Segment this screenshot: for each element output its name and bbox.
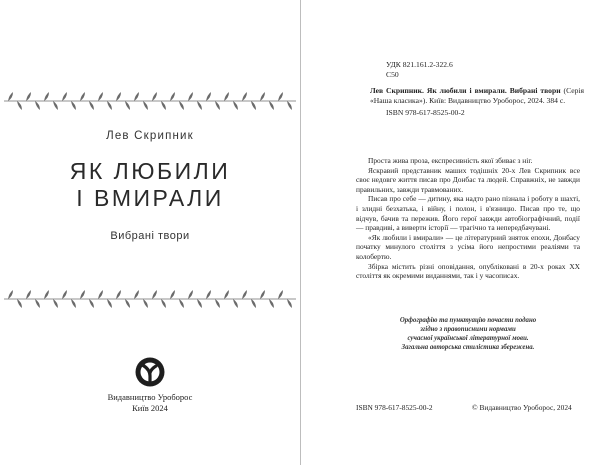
uroboros-logo-icon bbox=[134, 356, 166, 388]
vine-leaf bbox=[152, 92, 157, 101]
udk-code: УДК 821.161.2-322.6 bbox=[386, 60, 453, 69]
book-title-line2: І ВМИРАЛИ bbox=[76, 185, 224, 211]
vine-leaf bbox=[179, 101, 184, 110]
vine-leaf bbox=[26, 92, 31, 101]
vine-leaf bbox=[107, 299, 112, 308]
vine-leaf bbox=[170, 92, 175, 101]
annotation-paragraph: Проста жива проза, експресивність якої збиває з ніг. bbox=[368, 156, 533, 165]
vine-leaf bbox=[116, 92, 121, 101]
vine-leaf bbox=[197, 101, 202, 110]
vine-leaf bbox=[287, 101, 292, 110]
publisher-name: Видавництво Уроборос bbox=[107, 392, 193, 402]
vine-leaf bbox=[71, 299, 76, 308]
vine-leaf bbox=[17, 299, 22, 308]
vine-leaf bbox=[278, 92, 283, 101]
vine-leaf bbox=[233, 101, 238, 110]
copyright-notice: © Видавництво Уроборос, 2024 bbox=[472, 403, 572, 412]
vine-leaf bbox=[224, 290, 229, 299]
vine-leaf bbox=[80, 92, 85, 101]
annotation-paragraph: «Як любили і вмирали» — це літературний зняток епохи, Донбасу початку минулого століття з усіма його непростими реаліями та колобертю. bbox=[356, 232, 580, 261]
vine-leaf bbox=[98, 290, 103, 299]
biblio-details: (Серія «Наша класика»). Київ: Видавництво Уроборос, 2024. 384 с. bbox=[370, 86, 584, 105]
vine-leaf bbox=[44, 92, 49, 101]
vine-leaf bbox=[278, 290, 283, 299]
vine-leaf bbox=[269, 101, 274, 110]
vine-leaf bbox=[143, 101, 148, 110]
vine-leaf bbox=[233, 299, 238, 308]
vine-leaf bbox=[188, 290, 193, 299]
vine-leaf bbox=[89, 101, 94, 110]
vine-leaf bbox=[224, 92, 229, 101]
isbn-record: ISBN 978-617-8525-00-2 bbox=[386, 108, 465, 117]
vine-leaf bbox=[260, 290, 265, 299]
vine-leaf bbox=[26, 290, 31, 299]
annotation-paragraph: Збірка містить різні оповідання, опубліковані в 20-х роках XX століття як окремими виданнями, так і у часописах. bbox=[356, 261, 580, 281]
book-subtitle: Вибрані твори bbox=[110, 230, 190, 242]
vine-leaf bbox=[8, 290, 13, 299]
editorial-note bbox=[356, 316, 580, 352]
vine-leaf bbox=[179, 299, 184, 308]
vine-leaf bbox=[206, 92, 211, 101]
vine-leaf bbox=[260, 92, 265, 101]
vine-leaf bbox=[188, 92, 193, 101]
vine-leaf bbox=[116, 290, 121, 299]
vine-leaf bbox=[134, 290, 139, 299]
vine-leaf bbox=[35, 101, 40, 110]
vine-leaf bbox=[152, 290, 157, 299]
vine-leaf bbox=[134, 92, 139, 101]
bibliographic-record bbox=[370, 86, 584, 106]
vine-leaf bbox=[107, 101, 112, 110]
vine-leaf bbox=[44, 290, 49, 299]
vine-leaf bbox=[242, 290, 247, 299]
catalog-codes bbox=[386, 60, 453, 80]
vine-leaf bbox=[98, 92, 103, 101]
vine-leaf bbox=[8, 92, 13, 101]
vine-leaf bbox=[125, 299, 130, 308]
vine-leaf bbox=[62, 290, 67, 299]
vine-leaf bbox=[206, 290, 211, 299]
vine-leaf bbox=[71, 101, 76, 110]
vine-leaf bbox=[125, 101, 130, 110]
vine-leaf bbox=[251, 299, 256, 308]
book-title-line1: ЯК ЛЮБИЛИ bbox=[69, 158, 231, 184]
vine-leaf bbox=[161, 101, 166, 110]
vine-leaf bbox=[197, 299, 202, 308]
editorial-line: сучасної української літературної мови. bbox=[407, 335, 529, 342]
annotation-paragraph: Писав про себе — дитину, яка надто рано пізнала і роботу в шахті, і злидні безхатька, і війну, і полон, і в'язницю. Писав про те, що відчув, бачив та пережив. Його герої завжди автобіографічний, події — правдиві, а вивертн історії — трагічно та непередбачувані. bbox=[356, 194, 580, 233]
editorial-line: Орфографію та пунктуацію почасти подано bbox=[399, 317, 537, 324]
vine-leaf bbox=[53, 101, 58, 110]
book-title bbox=[0, 158, 300, 212]
vine-leaf bbox=[242, 92, 247, 101]
isbn-footer: ISBN 978-617-8525-00-2 bbox=[356, 403, 433, 412]
vine-leaf bbox=[35, 299, 40, 308]
vine-leaf bbox=[269, 299, 274, 308]
vine-leaf bbox=[251, 101, 256, 110]
vine-leaf bbox=[287, 299, 292, 308]
publisher-city-year: Київ 2024 bbox=[132, 403, 168, 413]
author-name: Лев Скрипник bbox=[106, 130, 194, 142]
vine-leaf bbox=[80, 290, 85, 299]
editorial-line: згідно з правописними нормами bbox=[420, 326, 516, 333]
vine-leaf bbox=[62, 92, 67, 101]
vine-leaf bbox=[89, 299, 94, 308]
vine-leaf bbox=[161, 299, 166, 308]
vine-leaf bbox=[17, 101, 22, 110]
vine-leaf bbox=[215, 299, 220, 308]
vine-ornament-bottom bbox=[0, 286, 300, 312]
vine-leaf bbox=[53, 299, 58, 308]
publisher-imprint bbox=[0, 392, 300, 414]
book-annotation bbox=[356, 156, 580, 281]
annotation-paragraph: Яскравий представник маших тодішніх 20-х Лев Скрипник все своє недовге життя писав про Донбас та людей. Справжніх, не завжди правильних, завжди травмованих. bbox=[356, 165, 580, 194]
editorial-line: Загальна авторська стилістика збережена. bbox=[401, 344, 535, 351]
biblio-author-title: Лев Скрипник. Як любили і вмирали. Вибрані твори bbox=[370, 86, 561, 95]
bbk-code: С50 bbox=[386, 70, 399, 79]
vine-ornament-top bbox=[0, 88, 300, 114]
vine-leaf bbox=[143, 299, 148, 308]
vine-leaf bbox=[215, 101, 220, 110]
vine-leaf bbox=[170, 290, 175, 299]
